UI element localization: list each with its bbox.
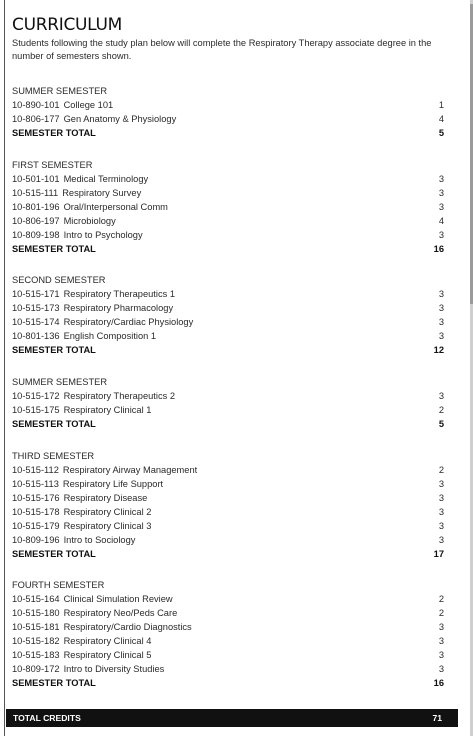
semester-total-value: 5 [438, 419, 444, 429]
course-name: Respiratory Life Support [62, 479, 164, 489]
semester-title: FIRST SEMESTER [12, 160, 93, 170]
course-info [12, 214, 116, 228]
semester-total-value: 16 [433, 678, 444, 688]
course-info [12, 112, 176, 126]
course-info [12, 463, 197, 477]
course-credits: 2 [438, 465, 444, 475]
course-code: 10-515-171 [12, 289, 60, 299]
course-info [12, 389, 175, 403]
course-credits: 3 [438, 331, 444, 341]
course-credits: 3 [438, 535, 444, 545]
total-credits-bar [6, 709, 458, 727]
semester-total-value: 12 [433, 345, 444, 355]
course-credits: 3 [438, 202, 444, 212]
course-code: 10-515-181 [12, 622, 60, 632]
course-code: 10-809-196 [12, 535, 60, 545]
course-row [12, 519, 444, 533]
course-row [12, 186, 444, 200]
course-info [12, 648, 151, 662]
semester-title: SUMMER SEMESTER [12, 377, 108, 387]
semester-total-label: SEMESTER TOTAL [12, 128, 96, 138]
course-credits: 3 [438, 317, 444, 327]
course-name: Respiratory Clinical 2 [63, 507, 152, 517]
semester-total-row [12, 676, 444, 690]
course-credits: 1 [438, 100, 444, 110]
course-row [12, 662, 444, 676]
course-info [12, 491, 147, 505]
course-name: English Composition 1 [63, 331, 157, 341]
semester-block [12, 578, 444, 690]
semester-total-label: SEMESTER TOTAL [12, 419, 96, 429]
page-title: CURRICULUM [12, 15, 122, 35]
course-row [12, 463, 444, 477]
course-code: 10-890-101 [12, 100, 60, 110]
course-name: Respiratory Therapeutics 1 [63, 289, 176, 299]
course-name: Intro to Sociology [63, 535, 136, 545]
semester-total-label: SEMESTER TOTAL [12, 244, 96, 254]
total-credits-label: TOTAL CREDITS [13, 713, 81, 723]
course-row [12, 200, 444, 214]
course-code: 10-515-175 [12, 405, 60, 415]
course-credits: 3 [438, 230, 444, 240]
semester-total-label: SEMESTER TOTAL [12, 345, 96, 355]
course-credits: 3 [438, 289, 444, 299]
course-name: Respiratory Clinical 1 [63, 405, 152, 415]
course-name: Respiratory Airway Management [62, 465, 198, 475]
semester-block [12, 84, 444, 140]
course-code: 10-809-198 [12, 230, 60, 240]
course-row [12, 634, 444, 648]
course-code: 10-515-183 [12, 650, 60, 660]
course-name: Medical Terminology [63, 174, 149, 184]
course-name: Respiratory Disease [63, 493, 148, 503]
course-info [12, 505, 151, 519]
course-info [12, 200, 168, 214]
course-row [12, 533, 444, 547]
course-code: 10-515-112 [12, 465, 59, 475]
course-row [12, 315, 444, 329]
course-credits: 2 [438, 594, 444, 604]
semester-total-row [12, 547, 444, 561]
intro-text: Students following the study plan below will complete the Respiratory Therapy associate degree in the number of semesters shown. [12, 38, 432, 61]
course-credits: 3 [438, 650, 444, 660]
course-credits: 3 [438, 479, 444, 489]
course-row [12, 172, 444, 186]
course-row [12, 477, 444, 491]
semester-title: THIRD SEMESTER [12, 451, 95, 461]
course-info [12, 592, 173, 606]
course-code: 10-515-174 [12, 317, 60, 327]
course-name: Intro to Psychology [63, 230, 143, 240]
course-code: 10-515-113 [12, 479, 59, 489]
course-info [12, 634, 151, 648]
course-row [12, 648, 444, 662]
course-info [12, 620, 192, 634]
semester-total-row [12, 242, 444, 256]
course-row [12, 98, 444, 112]
course-name: Respiratory Pharmacology [63, 303, 174, 313]
course-name: Respiratory Clinical 4 [63, 636, 152, 646]
semester-total-value: 17 [433, 549, 444, 559]
course-name: Microbiology [63, 216, 116, 226]
course-name: Respiratory/Cardiac Physiology [63, 317, 194, 327]
course-name: Respiratory/Cardio Diagnostics [63, 622, 192, 632]
course-credits: 3 [438, 303, 444, 313]
course-code: 10-801-136 [12, 331, 60, 341]
course-name: Respiratory Neo/Peds Care [63, 608, 178, 618]
course-credits: 3 [438, 622, 444, 632]
course-credits: 2 [438, 608, 444, 618]
course-credits: 3 [438, 174, 444, 184]
course-row [12, 287, 444, 301]
semester-total-row [12, 417, 444, 431]
course-code: 10-806-197 [12, 216, 60, 226]
semester-block [12, 158, 444, 256]
semester-total-label: SEMESTER TOTAL [12, 678, 96, 688]
semester-block [12, 273, 444, 357]
course-row [12, 301, 444, 315]
course-info [12, 98, 113, 112]
course-info [12, 228, 143, 242]
course-credits: 3 [438, 391, 444, 401]
course-name: Oral/Interpersonal Comm [63, 202, 168, 212]
course-code: 10-515-180 [12, 608, 60, 618]
semester-block [12, 375, 444, 431]
course-row [12, 620, 444, 634]
course-credits: 2 [438, 405, 444, 415]
course-row [12, 592, 444, 606]
course-name: Respiratory Clinical 5 [63, 650, 152, 660]
course-info [12, 329, 156, 343]
semester-title: SUMMER SEMESTER [12, 86, 108, 96]
left-border [4, 0, 5, 736]
semester-title: SECOND SEMESTER [12, 275, 106, 285]
course-name: Intro to Diversity Studies [63, 664, 165, 674]
course-row [12, 389, 444, 403]
semester-title: FOURTH SEMESTER [12, 580, 105, 590]
course-code: 10-515-173 [12, 303, 60, 313]
course-info [12, 662, 164, 676]
course-code: 10-515-172 [12, 391, 60, 401]
course-code: 10-515-164 [12, 594, 60, 604]
course-info [12, 403, 151, 417]
course-credits: 3 [438, 493, 444, 503]
course-info [12, 172, 148, 186]
course-code: 10-515-178 [12, 507, 60, 517]
course-code: 10-515-176 [12, 493, 60, 503]
course-info [12, 301, 173, 315]
course-row [12, 228, 444, 242]
course-row [12, 112, 444, 126]
course-row [12, 329, 444, 343]
course-info [12, 315, 193, 329]
course-code: 10-809-172 [12, 664, 60, 674]
course-info [12, 186, 141, 200]
semester-total-row [12, 126, 444, 140]
course-row [12, 606, 444, 620]
course-name: Clinical Simulation Review [63, 594, 173, 604]
course-credits: 3 [438, 188, 444, 198]
course-info [12, 606, 177, 620]
course-code: 10-806-177 [12, 114, 60, 124]
semester-total-value: 5 [438, 128, 444, 138]
course-credits: 3 [438, 507, 444, 517]
course-row [12, 505, 444, 519]
course-name: College 101 [63, 100, 114, 110]
course-row [12, 491, 444, 505]
course-code: 10-515-179 [12, 521, 60, 531]
course-code: 10-515-182 [12, 636, 60, 646]
course-name: Respiratory Survey [62, 188, 142, 198]
course-credits: 4 [438, 216, 444, 226]
semester-total-label: SEMESTER TOTAL [12, 549, 96, 559]
course-info [12, 477, 163, 491]
course-info [12, 519, 151, 533]
semester-total-row [12, 343, 444, 357]
course-credits: 3 [438, 636, 444, 646]
course-credits: 3 [438, 664, 444, 674]
course-row [12, 214, 444, 228]
course-name: Gen Anatomy & Physiology [63, 114, 177, 124]
course-credits: 4 [438, 114, 444, 124]
course-credits: 3 [438, 521, 444, 531]
course-code: 10-515-111 [12, 188, 59, 198]
course-row [12, 403, 444, 417]
semester-block [12, 449, 444, 561]
course-code: 10-801-196 [12, 202, 60, 212]
course-name: Respiratory Clinical 3 [63, 521, 152, 531]
course-name: Respiratory Therapeutics 2 [63, 391, 176, 401]
semester-total-value: 16 [433, 244, 444, 254]
course-info [12, 287, 175, 301]
course-code: 10-501-101 [12, 174, 60, 184]
total-credits-value: 71 [432, 713, 442, 723]
course-info [12, 533, 135, 547]
